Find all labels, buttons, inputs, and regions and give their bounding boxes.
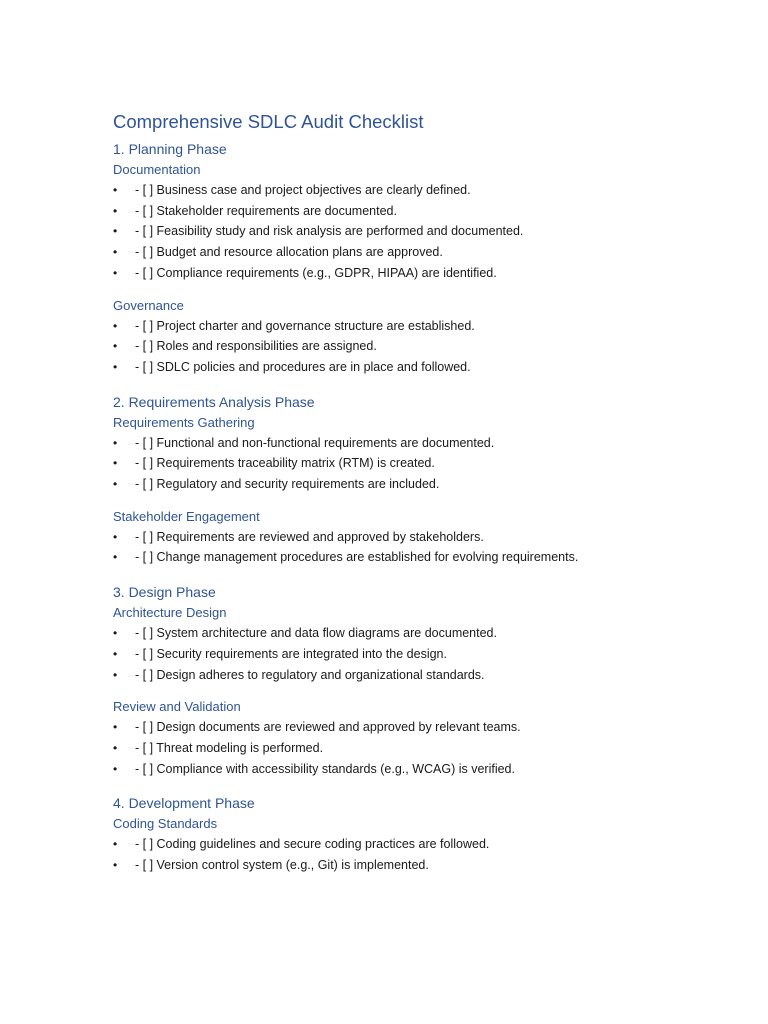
checklist-item-text: - [ ] Business case and project objectives are clearly defined. <box>135 183 471 197</box>
checklist-item-text: - [ ] Security requirements are integrated into the design. <box>135 646 447 661</box>
checklist-item-text: - [ ] Compliance requirements (e.g., GDPR, HIPAA) are identified. <box>135 265 497 280</box>
checklist-item-text: - [ ] SDLC policies and procedures are in place and followed. <box>135 359 471 374</box>
bullet-icon: • <box>113 529 118 544</box>
bullet-icon: • <box>113 183 118 197</box>
checklist <box>113 433 733 495</box>
bullet-icon: • <box>113 646 118 661</box>
bullet-icon: • <box>113 761 118 776</box>
checklist-item <box>113 221 733 242</box>
checklist-item-text: - [ ] Threat modeling is performed. <box>135 740 324 755</box>
checklist-item <box>113 855 733 876</box>
checklist <box>113 527 733 568</box>
checklist <box>113 316 733 378</box>
checklist-item <box>113 644 733 665</box>
phase-section <box>113 139 733 378</box>
checklist-item <box>113 623 733 644</box>
subsection-heading: Governance <box>113 297 184 313</box>
checklist-item <box>113 665 733 686</box>
phase-spacer <box>113 568 733 582</box>
checklist-item <box>113 201 733 222</box>
checklist-item-text: - [ ] Design adheres to regulatory and organizational standards. <box>135 667 485 682</box>
phase-spacer <box>113 779 733 793</box>
phase-heading: 1. Planning Phase <box>113 141 227 157</box>
bullet-icon: • <box>113 318 118 333</box>
checklist-item <box>113 316 733 337</box>
checklist-item-text: - [ ] Feasibility study and risk analysis are performed and documented. <box>135 224 524 239</box>
subsection-heading: Requirements Gathering <box>113 414 255 430</box>
checklist-item-text: - [ ] Stakeholder requirements are documented. <box>135 203 397 218</box>
checklist-item-text: - [ ] Version control system (e.g., Git) is implemented. <box>135 858 429 873</box>
checklist-item-text: - [ ] Regulatory and security requirements are included. <box>135 477 440 492</box>
checklist <box>113 623 733 685</box>
subsection-heading: Architecture Design <box>113 605 227 621</box>
checklist-item <box>113 242 733 263</box>
checklist-item <box>113 433 733 454</box>
checklist-item <box>113 180 733 201</box>
checklist-item <box>113 357 733 378</box>
subsection-heading: Documentation <box>113 162 201 177</box>
bullet-icon: • <box>113 203 118 218</box>
bullet-icon: • <box>113 339 118 354</box>
checklist-item-text: - [ ] Change management procedures are established for evolving requirements. <box>135 550 579 565</box>
phase-heading: 3. Design Phase <box>113 584 216 601</box>
phase-heading: 2. Requirements Analysis Phase <box>113 393 315 410</box>
bullet-icon: • <box>113 245 118 260</box>
bullet-icon: • <box>113 265 118 280</box>
bullet-icon: • <box>113 837 118 852</box>
bullet-icon: • <box>113 224 118 239</box>
bullet-icon: • <box>113 359 118 374</box>
checklist-item-text: - [ ] Roles and responsibilities are assigned. <box>135 339 377 354</box>
subsection-spacer <box>113 284 733 297</box>
checklist-item <box>113 474 733 495</box>
subsection-spacer <box>113 495 733 508</box>
checklist-item <box>113 738 733 759</box>
checklist <box>113 180 733 284</box>
bullet-icon: • <box>113 456 118 471</box>
checklist-item <box>113 453 733 474</box>
subsection-heading: Stakeholder Engagement <box>113 508 260 524</box>
phase-heading: 4. Development Phase <box>113 795 255 812</box>
checklist-item-text: - [ ] Budget and resource allocation plans are approved. <box>135 245 443 260</box>
checklist-item-text: - [ ] Compliance with accessibility standards (e.g., WCAG) is verified. <box>135 761 515 776</box>
checklist-item <box>113 759 733 780</box>
checklist-item-text: - [ ] Requirements traceability matrix (RTM) is created. <box>135 456 435 471</box>
checklist-item-text: - [ ] Coding guidelines and secure coding practices are followed. <box>135 837 490 852</box>
checklist-item <box>113 527 733 548</box>
document-page <box>113 109 733 876</box>
bullet-icon: • <box>113 667 118 682</box>
phase-spacer <box>113 378 733 392</box>
checklist-item <box>113 547 733 568</box>
checklist <box>113 717 733 779</box>
checklist-item <box>113 263 733 284</box>
checklist-item-text: - [ ] Functional and non-functional requirements are documented. <box>135 435 495 450</box>
bullet-icon: • <box>113 858 118 873</box>
checklist-item-text: - [ ] Requirements are reviewed and approved by stakeholders. <box>135 529 484 544</box>
phase-section <box>113 582 733 779</box>
bullet-icon: • <box>113 477 118 492</box>
checklist-item-text: - [ ] Project charter and governance structure are established. <box>135 318 475 333</box>
bullet-icon: • <box>113 626 118 641</box>
bullet-icon: • <box>113 720 118 735</box>
phase-section <box>113 392 733 569</box>
subsection-spacer <box>113 685 733 698</box>
bullet-icon: • <box>113 435 118 450</box>
checklist <box>113 834 733 875</box>
phases-container <box>113 139 733 876</box>
subsection-heading: Coding Standards <box>113 816 218 832</box>
phase-section <box>113 793 733 875</box>
checklist-item <box>113 834 733 855</box>
checklist-item-text: - [ ] Design documents are reviewed and approved by relevant teams. <box>135 720 521 735</box>
document-title: Comprehensive SDLC Audit Checklist <box>113 111 424 132</box>
checklist-item <box>113 717 733 738</box>
bullet-icon: • <box>113 550 118 565</box>
bullet-icon: • <box>113 740 118 755</box>
subsection-heading: Review and Validation <box>113 699 241 715</box>
checklist-item <box>113 336 733 357</box>
checklist-item-text: - [ ] System architecture and data flow diagrams are documented. <box>135 626 497 641</box>
